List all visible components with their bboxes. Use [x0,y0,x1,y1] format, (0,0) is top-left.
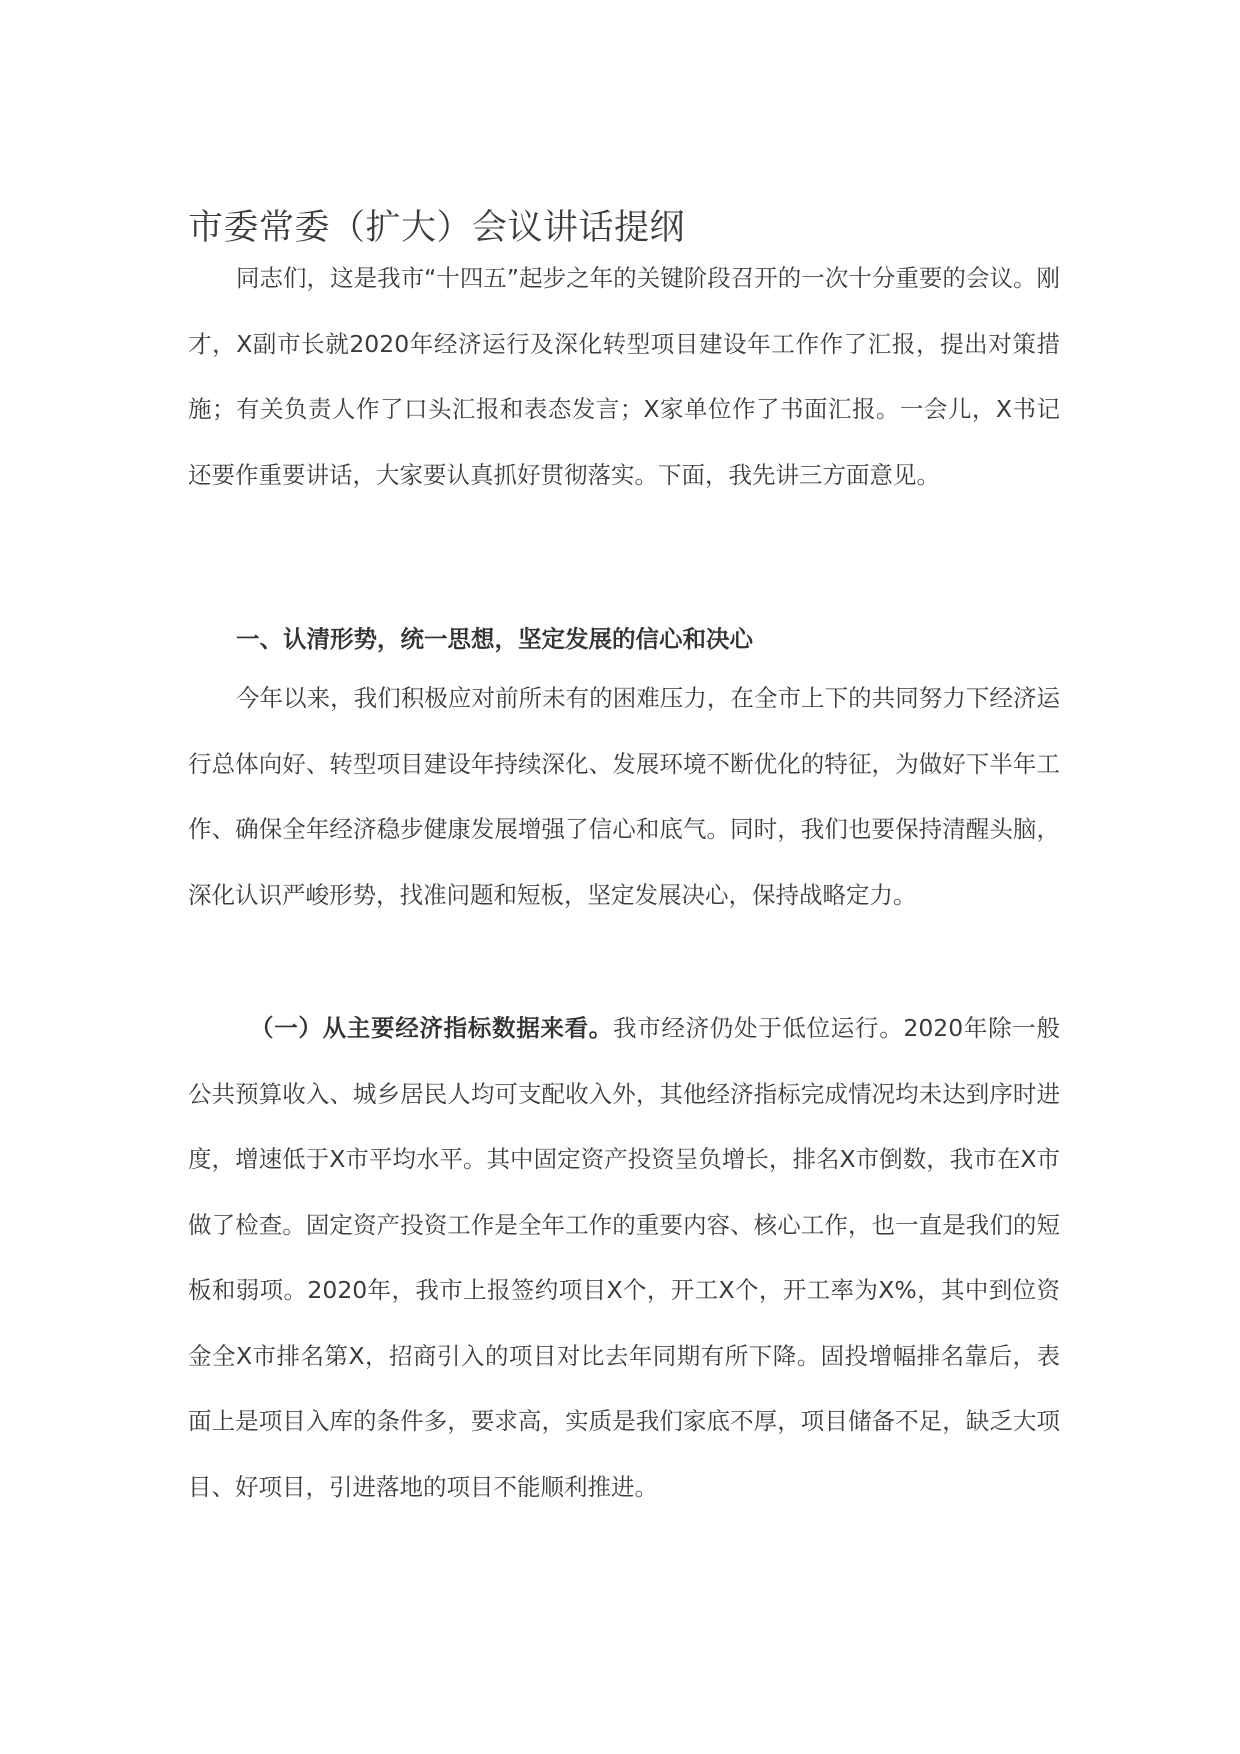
section-heading-1: 一、认清形势，统一思想，坚定发展的信心和决心 [236,625,753,653]
subsection-1-body: 我市经济仍处于低位运行。2020年除一般公共预算收入、城乡居民人均可支配收入外，其他经济指标完成情况均未达到序时进度，增速低于X市平均水平。其中固定资产投资呈负增长，排名X市倒数，我市在X市做了检查。固定资产投资工作是全年工作的重要内容、核心工作，也一直是我们的短板和弱项。2020年，我市上报签约项目X个，开工X个，开工率为X%，其中到位资金全X市排名第X，招商引入的项目对比去年同期有所下降。固投增幅排名靠后，表面上是项目入库的条件多，要求高，实质是我们家底不厚，项目储备不足，缺乏大项目、好项目，引进落地的项目不能顺利推进。 [188,1014,1060,1501]
subsection-1-paragraph [188,996,1060,1520]
intro-paragraph: 同志们，这是我市“十四五”起步之年的关键阶段召开的一次十分重要的会议。刚才，X副市长就2020年经济运行及深化转型项目建设年工作作了汇报，提出对策措施；有关负责人作了口头汇报和表态发言；X家单位作了书面汇报。一会儿，X书记还要作重要讲话，大家要认真抓好贯彻落实。下面，我先讲三方面意见。 [188,264,1060,489]
subsection-1-lead: （一）从主要经济指标数据来看。 [250,1014,613,1042]
section-1-paragraph: 今年以来，我们积极应对前所未有的困难压力，在全市上下的共同努力下经济运行总体向好、转型项目建设年持续深化、发展环境不断优化的特征，为做好下半年工作、确保全年经济稳步健康发展增强了信心和底气。同时，我们也要保持清醒头脑，深化认识严峻形势，找准问题和短板，坚定发展决心，保持战略定力。 [188,684,1060,909]
document-title: 市委常委（扩大）会议讲话提纲 [188,208,686,248]
